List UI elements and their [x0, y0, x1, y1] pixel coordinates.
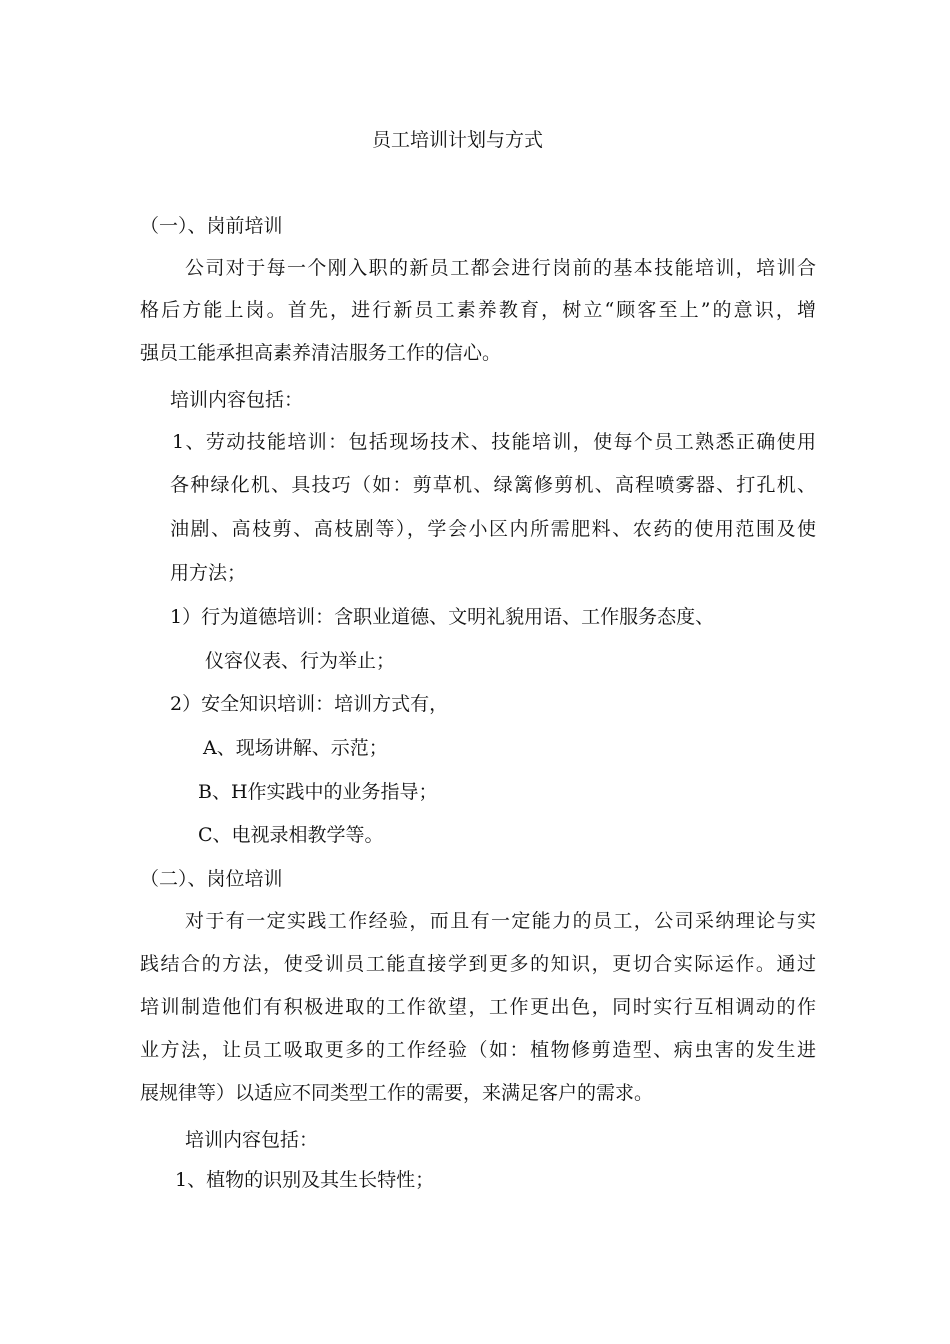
paragraph-line: 格后方能上岗。首先，进行新员工素养教育，树立“顾客至上”的意识，增 — [140, 299, 816, 321]
sub-item-line: 仪容仪表、行为举止； — [205, 650, 396, 672]
sub-item-line: 1）行为道德培训：含职业道德、文明礼貌用语、工作服务态度、 — [170, 606, 715, 628]
paragraph-line: 对于有一定实践工作经验，而且有一定能力的员工，公司采纳理论与实 — [185, 910, 816, 932]
paragraph-line: 公司对于每一个刚入职的新员工都会进行岗前的基本技能培训，培训合 — [185, 257, 816, 279]
list-item-line: 油剧、高枝剪、高枝剧等），学会小区内所需肥料、农药的使用范围及使 — [170, 518, 816, 540]
paragraph-line: 强员工能承担高素养清洁服务工作的信心。 — [140, 342, 502, 364]
paragraph-line: 业方法，让员工吸取更多的工作经验（如：植物修剪造型、病虫害的发生进 — [140, 1039, 816, 1061]
sub-item-line: 2）安全知识培训：培训方式有， — [170, 693, 449, 715]
list-item-line: 用方法； — [170, 562, 247, 584]
method-item: C、电视录相教学等。 — [198, 824, 384, 846]
paragraph-line: 践结合的方法，使受训员工能直接学到更多的知识，更切合实际运作。通过 — [140, 953, 816, 975]
method-item: B、H作实践中的业务指导； — [198, 781, 438, 803]
paragraph-line: 培训制造他们有积极进取的工作欲望，工作更出色，同时实行互相调动的作 — [140, 996, 816, 1018]
section-heading-pre-job: （一）、岗前培训 — [140, 215, 283, 237]
content-label: 培训内容包括： — [170, 389, 304, 411]
content-label: 培训内容包括： — [185, 1129, 319, 1151]
list-item-line: 各种绿化机、具技巧（如：剪草机、绿篱修剪机、高程喷雾器、打孔机、 — [170, 474, 816, 496]
section-heading-on-job: （二）、岗位培训 — [140, 868, 283, 890]
list-item-line: 1、劳动技能培训：包括现场技术、技能培训，使每个员工熟悉正确使用 — [172, 431, 816, 453]
document-title: 员工培训计划与方式 — [372, 129, 544, 151]
list-item-line: 1、植物的识别及其生长特性； — [175, 1169, 435, 1191]
method-item: A、现场讲解、示范； — [203, 737, 388, 759]
paragraph-line: 展规律等）以适应不同类型工作的需要，来满足客户的需求。 — [140, 1082, 654, 1104]
